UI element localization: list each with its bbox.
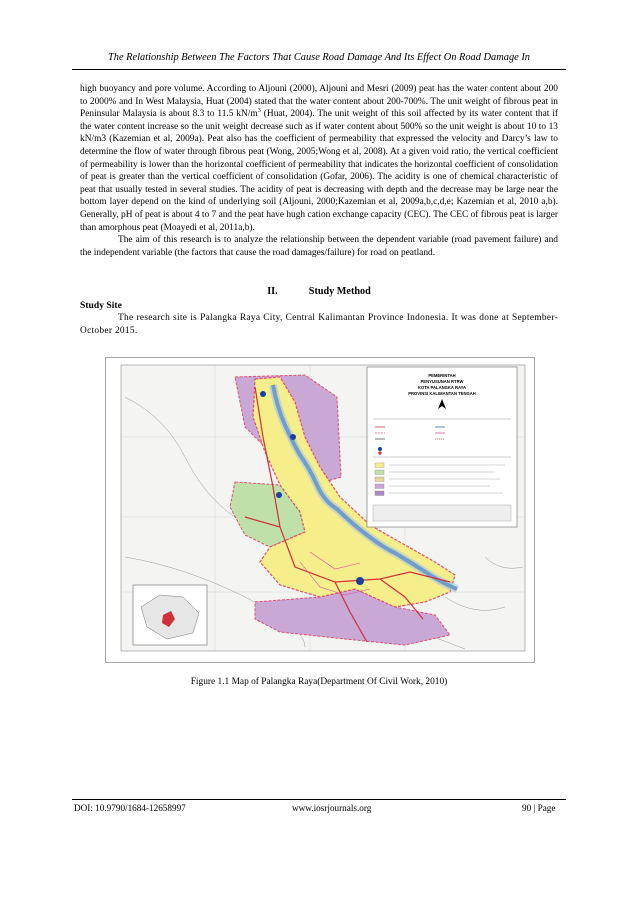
legend-title-2: PENYUSUNAN RTRW [420,379,464,384]
map-legend-panel [367,367,517,527]
subheading-study-site: Study Site [80,300,122,311]
inset-locator-map [133,585,207,645]
footer-doi: DOI: 10.9790/1684-12658997 [74,803,186,813]
footer-rule [72,799,566,800]
superscript-3: 3 [257,107,261,115]
footer-page-number: 90 | Page [522,803,556,813]
footer-website: www.iosrjournals.org [292,803,372,813]
section-number: II. [267,286,278,297]
legend-title-4: PROVINSI KALIMANTAN TENGAH [408,391,476,396]
running-header: The Relationship Between The Factors That Cause Road Damage And Its Effect On Road Damage In [107,52,531,63]
intro-text [80,83,558,259]
section-title: Study Method [308,286,371,297]
legend-title-1: PEMERINTAH [428,373,456,378]
paragraph-properties [80,83,558,234]
study-site-text [80,312,558,337]
legend-title-3: KOTA PALANGKA RAYA [417,385,467,390]
section-heading [80,286,558,297]
paragraph-properties-part2: (Huat, 2004). The unit weight of this soil affected by its water content that if the water content increase so the unit weight decrease such as if water content about 500% so the unit weight is about 10 to 13 kN/m3 (Kazemian et al, 2009a). Peat also has the coefficient of permeability that expressed the velocity and Darcy’s law to determine the flow of water through fibrous peat (Wong, 2005;Wong et al, 2008). At a given void ratio, the vertical coefficient of permeability is lower than the horizontal coefficient of permeability that indicates the horizontal coefficient of consolidation of peat is greater than the vertical coefficient of consolidation (Gofar, 2006). The acidity is one of chemical characteristic of peat that usually tested in several studies. The acidity of peat is decreasing with depth and the decrease may be large near the bottom layer depend on the kind of underlying soil (Aljouni, 2000;Kazemian et al, 2009a,b,c,d,e; Kazemian et al, 2010 a,b). Generally, pH of peat is about 4 to 7 and the peat have hugh cation exchange capacity (CEC). The CEC of fibrous peat is larger than amorphous peat (Moayedi et al, 2011a,b). [80,109,558,233]
header-rule [72,69,566,70]
palangka-raya-map [105,357,535,663]
paragraph-properties-part1: high buoyancy and pore volume. According to Aljouni (2000), Aljouni and Mesri (2009) peat has the water content about 200 to 2000% and In West Malaysia, Huat (2004) stated that the water content about 200-700%. The unit weight of fibrous peat in Peninsular Malaysia is about 8.3 to 11.5 kN/m [80,84,558,120]
figure-caption: Figure 1.1 Map of Palangka Raya(Department Of Civil Work, 2010) [190,677,448,687]
paragraph-aim: The aim of this research is to analyze the relationship between the dependent variable (road pavement failure) and the independent variable (the factors that cause the road damages/failure) for road on peatland. [80,235,558,258]
study-site-sentence: The research site is Palangka Raya City, Central Kalimantan Province Indonesia. It was done at September-October 2015. [80,313,558,336]
